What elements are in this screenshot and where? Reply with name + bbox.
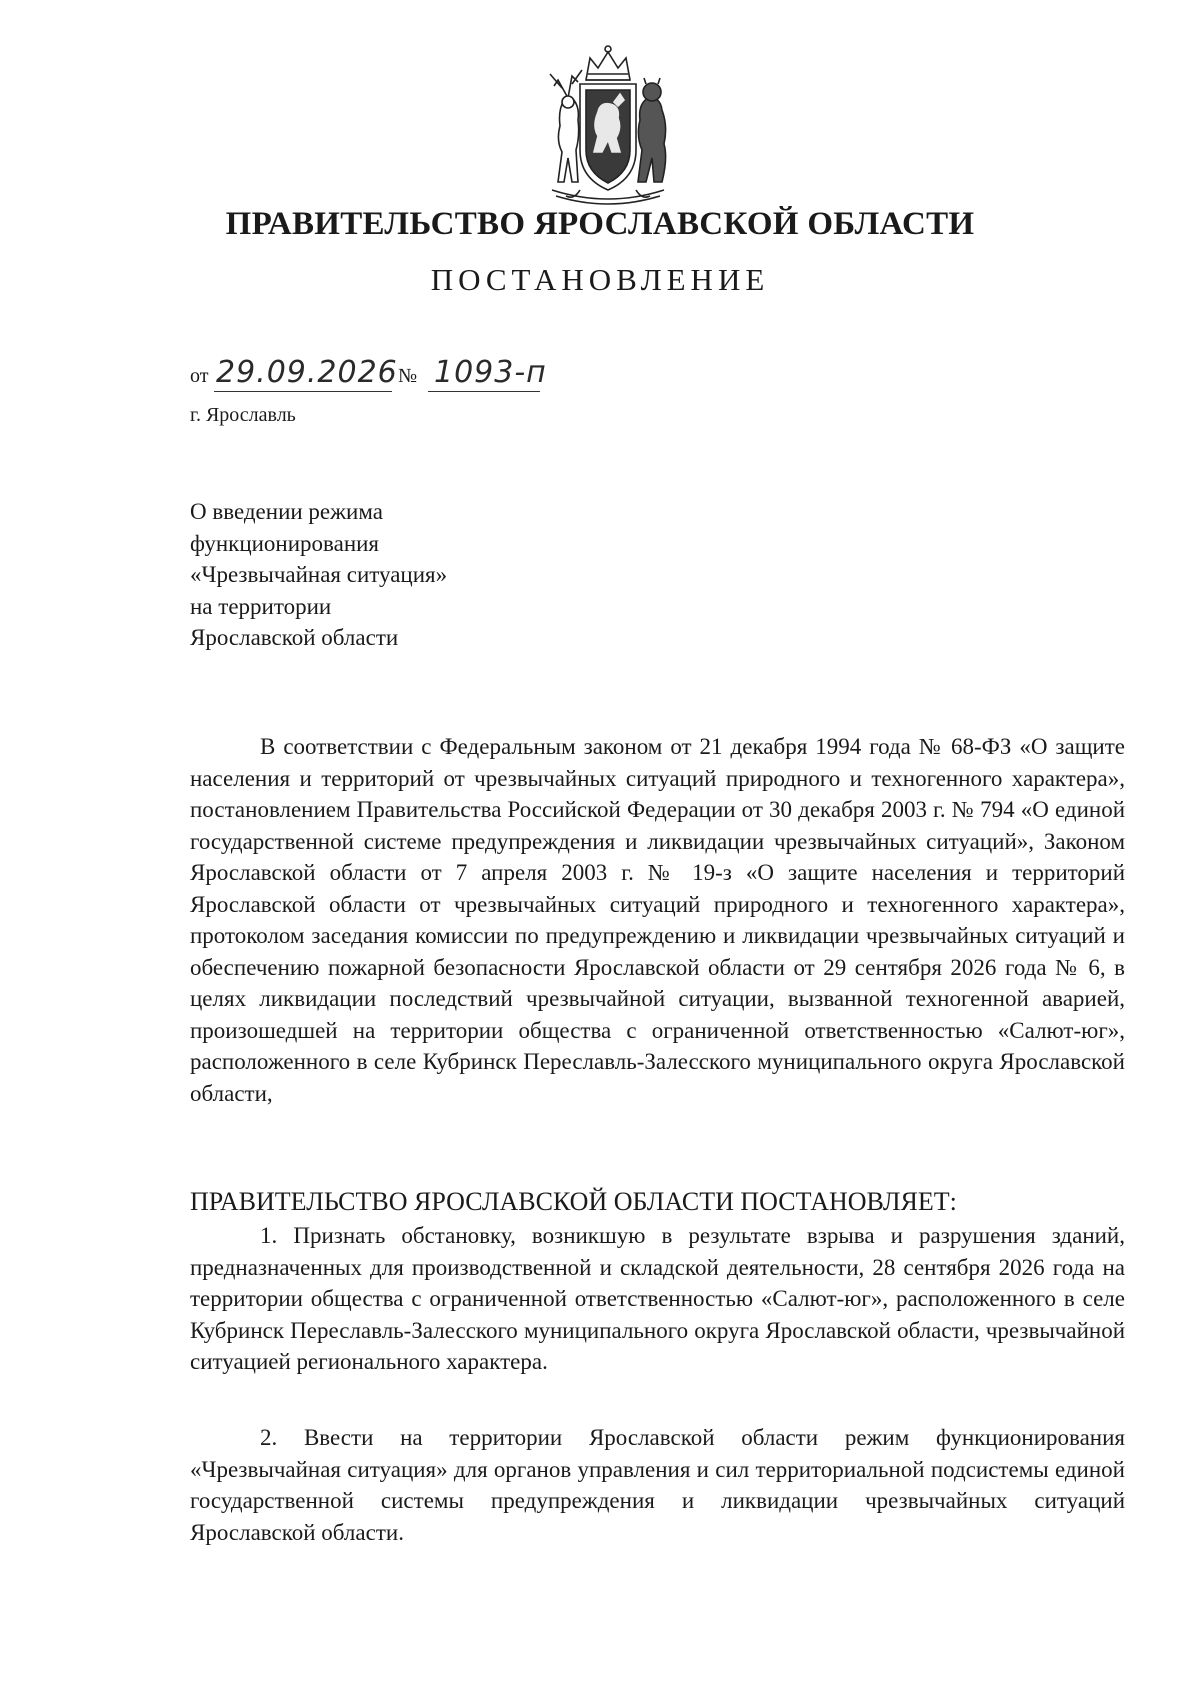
subject-line: на территории: [190, 593, 332, 619]
clause-1: 1. Признать обстановку, возникшую в результате взрыва и разрушения зданий, предназначенных для производственной и складской деятельности, 28 сентября 2026 года на территории общества с ограниченной ответственностью «Салют-юг», расположенного в селе Кубринск Переславль-Залесского муниципального округа Ярославской области, чрезвычайной ситуацией регионального характера.: [190, 1223, 1125, 1374]
yaroslavl-oblast-coat-of-arms-icon: [528, 40, 688, 210]
date-label: от: [190, 365, 209, 387]
handwritten-number: 1093-п: [434, 355, 547, 390]
subject-line: Ярославской области: [190, 625, 399, 650]
subject-line: О введении режима: [190, 499, 383, 524]
preamble-paragraph: В соответствии с Федеральным законом от 21 декабря 1994 года № 68-ФЗ «О защите населения и территорий от чрезвычайных ситуаций природного и техногенного характера», постановлением Правительства Российской Федерации от 30 декабря 2003 г. № 794 «О единой государственной системе предупреждения и ликвидации чрезвычайных ситуаций», Законом Ярославской области от 7 апреля 2003 г. № 19-з «О защите населения и территорий Ярославской области от чрезвычайных ситуаций природного и техногенного характера», протоколом заседания комиссии по предупреждению и ликвидации чрезвычайных ситуаций и обеспечению пожарной безопасности Ярославской области от 29 сентября 2026 года № 6, в целях ликвидации последствий чрезвычайной ситуации, вызванной техногенной аварией, произошедшей на территории общества с ограниченной ответственностью «Салют-юг», расположенного в селе Кубринск Переславль-Залесского муниципального округа Ярославской области,: [190, 734, 1125, 1106]
government-title: ПРАВИТЕЛЬСТВО ЯРОСЛАВСКОЙ ОБЛАСТИ: [225, 206, 975, 242]
number-label: №: [398, 365, 418, 387]
document-subject: [190, 496, 590, 654]
date-underline: [214, 391, 392, 392]
number-underline: [428, 391, 540, 392]
city: г. Ярославль: [190, 404, 296, 426]
enacting-clause: ПРАВИТЕЛЬСТВО ЯРОСЛАВСКОЙ ОБЛАСТИ ПОСТАНОВЛЯЕТ:: [190, 1187, 957, 1216]
clause-2: 2. Ввести на территории Ярославской области режим функционирования «Чрезвычайная ситуация» для органов управления и сил территориальной подсистемы единой государственной системы предупреждения и ликвидации чрезвычайных ситуаций Ярославской области.: [190, 1425, 1125, 1545]
subject-line: «Чрезвычайная ситуация»: [190, 562, 448, 587]
date-number-row: [190, 352, 590, 392]
handwritten-date: 29.09.2026: [216, 355, 398, 390]
document-type: ПОСТАНОВЛЕНИЕ: [430, 262, 770, 297]
subject-line: функционирования: [190, 530, 380, 556]
